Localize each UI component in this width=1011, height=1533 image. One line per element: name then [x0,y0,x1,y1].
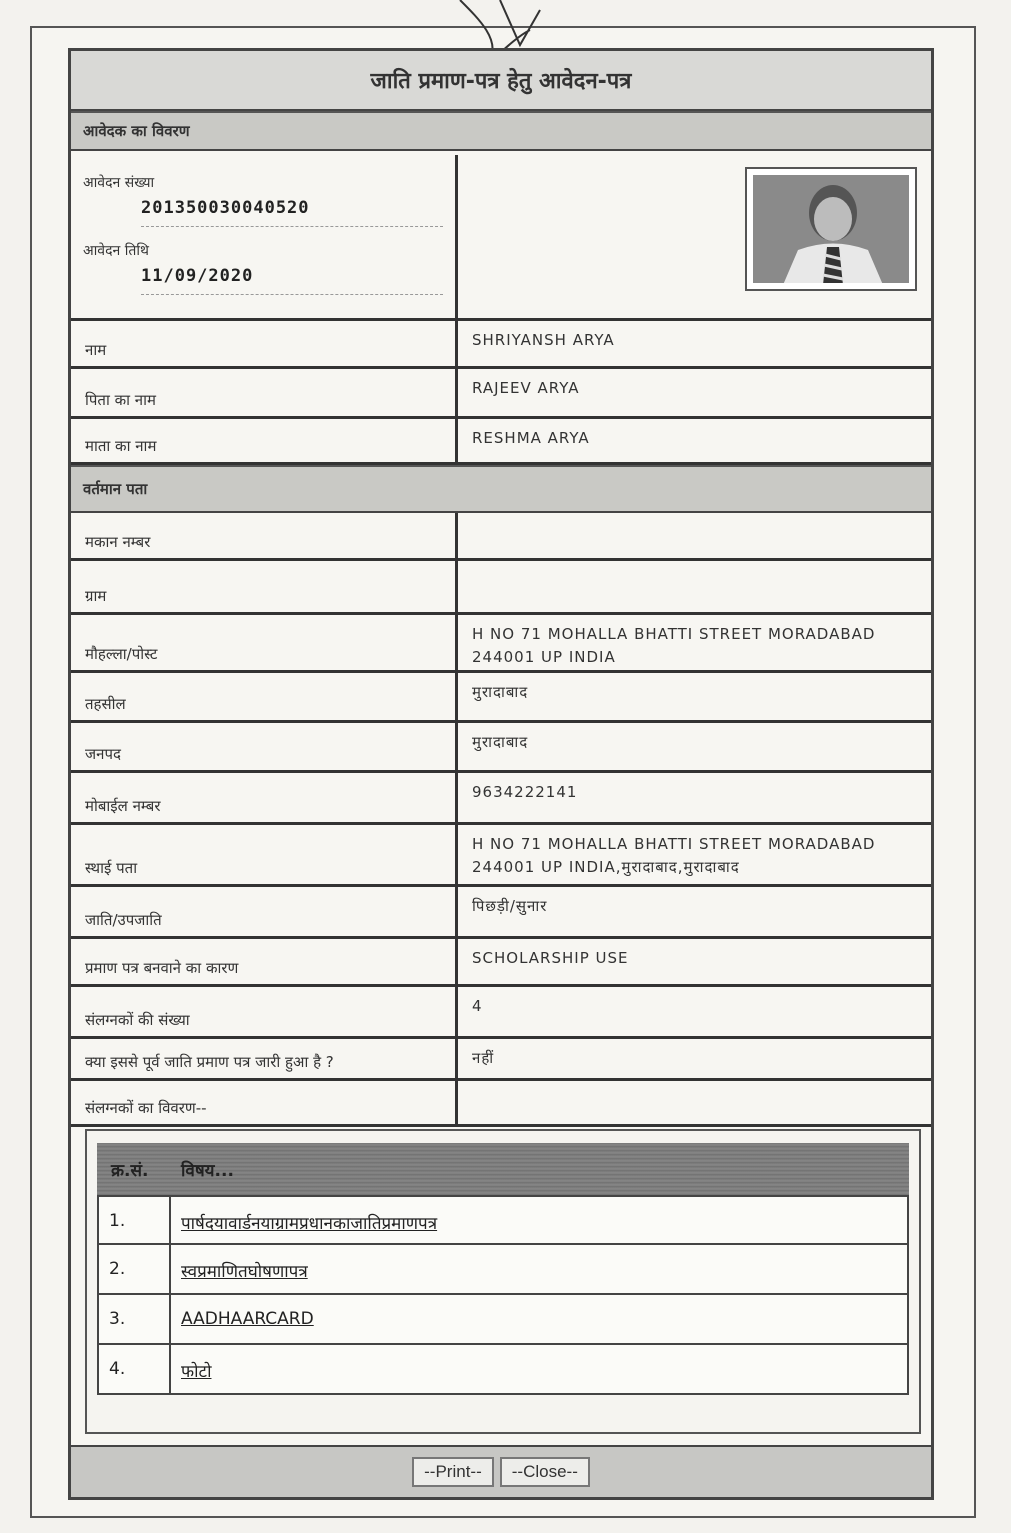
district-label: जनपद [71,723,458,770]
father-value: RAJEEV ARYA [472,379,580,397]
mobile-value: 9634222141 [472,783,578,801]
locality-line-2: 244001 UP INDIA [472,648,616,666]
caste-label: जाति/उपजाति [71,887,458,936]
house-row [71,513,931,561]
village-row [71,561,931,615]
district-row [71,723,931,773]
attachment-serial: 2. [99,1245,171,1293]
mobile-row [71,773,931,825]
locality-line-1: H NO 71 MOHALLA BHATTI STREET MORADABAD [472,625,876,643]
col-serial-header: क्र.सं. [111,1160,149,1181]
attachment-count-value: 4 [472,997,483,1015]
reason-label: प्रमाण पत्र बनवाने का कारण [71,939,458,984]
locality-row [71,615,931,673]
reason-value: SCHOLARSHIP USE [472,949,629,967]
form-title: जाति प्रमाण-पत्र हेतु आवेदन-पत्र [71,51,931,112]
application-date-label: आवेदन तिथि [83,243,149,259]
address-section-header: वर्तमान पता [71,465,931,513]
mother-value: RESHMA ARYA [472,429,590,447]
permanent-address-value [458,825,931,884]
attachment-row [97,1345,909,1395]
application-number-label: आवेदन संख्या [83,175,155,191]
mobile-label: मोबाईल नम्बर [71,773,458,822]
attachments-table [85,1129,921,1434]
house-value [458,513,931,558]
reason-row [71,939,931,987]
permanent-address-label: स्थाई पता [71,825,458,884]
photo-cell [458,155,931,318]
close-button[interactable]: --Close-- [500,1457,590,1487]
issued-before-value: नहीं [472,1049,495,1067]
attachment-serial: 4. [99,1345,171,1393]
applicant-section-header: आवेदक का विवरण [71,111,931,151]
application-info-block [71,155,931,321]
application-date: 11/09/2020 [141,266,443,295]
village-value [458,561,931,612]
father-label: पिता का नाम [71,369,458,416]
button-bar [71,1445,931,1497]
caste-value: पिछड़ी/सुनार [472,897,548,915]
locality-value [458,615,931,670]
issued-before-label: क्या इससे पूर्व जाति प्रमाण पत्र जारी हुआ है ? [71,1039,458,1078]
print-button[interactable]: --Print-- [412,1457,494,1487]
applicant-photo [745,167,917,291]
issued-before-row [71,1039,931,1081]
attachment-serial: 3. [99,1295,171,1343]
village-label: ग्राम [71,561,458,612]
permanent-line-2: 244001 UP INDIA,मुरादाबाद,मुरादाबाद [472,858,740,876]
caste-row [71,887,931,939]
tehsil-row [71,673,931,723]
name-value: SHRIYANSH ARYA [472,331,615,349]
attachment-detail-value [458,1081,931,1124]
attachment-detail-label: संलग्नकों का विवरण-- [71,1081,458,1124]
application-form [68,48,934,1500]
attachment-link[interactable]: फोटो [181,1362,212,1382]
attachments-table-header [97,1143,909,1195]
attachment-serial: 1. [99,1197,171,1243]
attachment-detail-row [71,1081,931,1127]
tehsil-label: तहसील [71,673,458,720]
permanent-address-row [71,825,931,887]
mother-label: माता का नाम [71,419,458,462]
attachment-link[interactable]: AADHAARCARD [181,1309,314,1329]
col-subject-header: विषय... [181,1160,234,1181]
permanent-line-1: H NO 71 MOHALLA BHATTI STREET MORADABAD [472,835,876,853]
attachment-row [97,1295,909,1345]
house-label: मकान नम्बर [71,513,458,558]
father-row [71,369,931,419]
application-info [71,155,458,318]
tehsil-value: मुरादाबाद [472,683,529,701]
attachment-row [97,1195,909,1245]
mother-row [71,419,931,465]
attachment-count-label: संलग्नकों की संख्या [71,987,458,1036]
attachment-row [97,1245,909,1295]
name-label: नाम [71,321,458,366]
application-number: 201350030040520 [141,198,443,227]
district-value: मुरादाबाद [472,733,529,751]
name-row [71,321,931,369]
attachment-link[interactable]: पार्षदयावार्डनयाग्रामप्रधानकाजातिप्रमाणपत्र [181,1214,438,1234]
locality-label: मौहल्ला/पोस्ट [71,615,458,670]
attachment-count-row [71,987,931,1039]
attachment-link[interactable]: स्वप्रमाणितघोषणापत्र [181,1262,308,1282]
